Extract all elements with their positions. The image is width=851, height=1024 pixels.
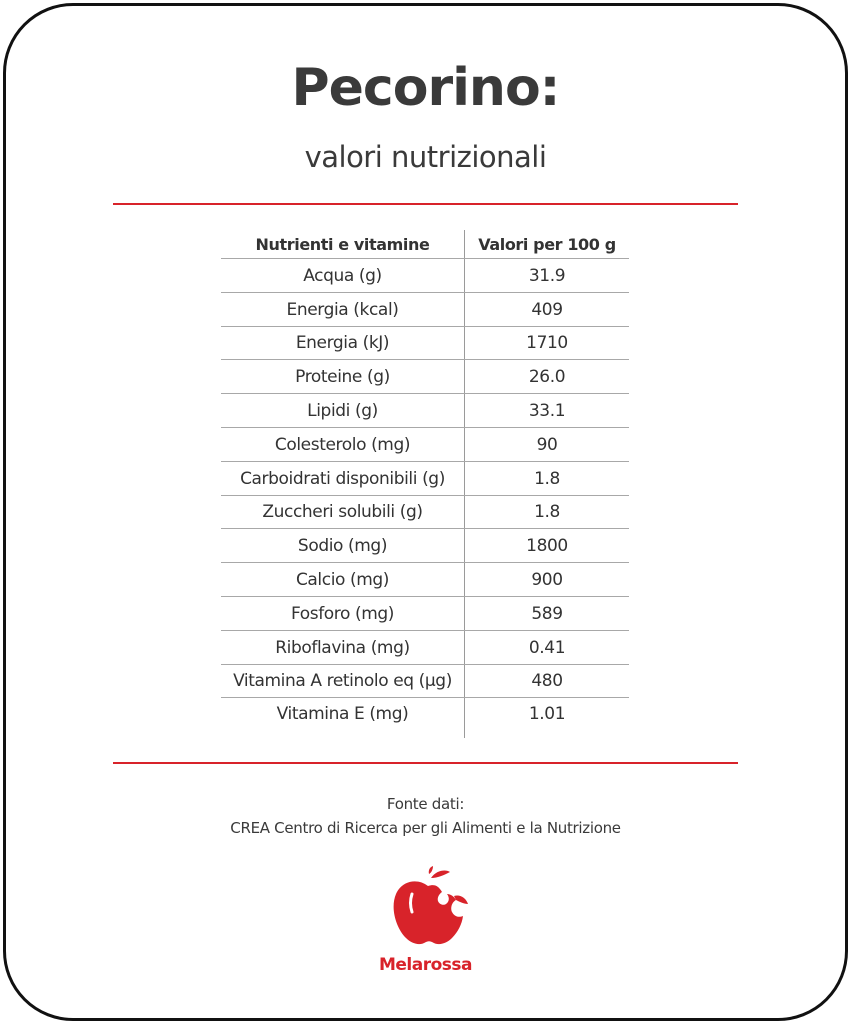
page-subtitle: valori nutrizionali [304, 140, 547, 174]
table-row [221, 360, 629, 394]
nutrient-name: Colesterolo (mg) [221, 428, 465, 462]
table-row [221, 428, 629, 462]
nutrient-value: 26.0 [528, 367, 566, 388]
table-row [221, 597, 629, 631]
brand-name: Melarossa [378, 955, 473, 975]
column-header-value: Valori per 100 g [478, 235, 616, 254]
nutrient-value: 31.9 [528, 265, 566, 286]
nutrient-name: Calcio (mg) [221, 563, 465, 597]
source-label: Fonte dati: [386, 795, 465, 813]
nutrition-table [221, 230, 629, 732]
nutrient-name: Lipidi (g) [221, 394, 465, 428]
table-row [221, 529, 629, 563]
table-row [221, 293, 629, 327]
table-header-row [221, 230, 629, 259]
column-header-nutrient: Nutrienti e vitamine [221, 230, 465, 259]
page-title: Pecorino: [291, 58, 560, 118]
nutrient-value: 90 [536, 434, 558, 455]
table-row [221, 631, 629, 665]
apple-icon [384, 866, 474, 948]
table-row [221, 496, 629, 530]
nutrient-value: 1710 [526, 333, 568, 354]
bottom-divider [113, 762, 738, 764]
nutrient-name: Acqua (g) [221, 259, 465, 293]
nutrient-name: Sodio (mg) [221, 529, 465, 563]
source-text: CREA Centro di Ricerca per gli Alimenti e la Nutrizione [230, 819, 621, 837]
nutrient-value: 0.41 [528, 637, 566, 658]
nutrient-name: Energia (kcal) [221, 293, 465, 327]
top-divider [113, 203, 738, 205]
nutrient-value: 1.01 [528, 704, 566, 725]
nutrient-name: Fosforo (mg) [221, 597, 465, 631]
nutrient-value: 1.8 [534, 468, 560, 489]
nutrient-name: Energia (kJ) [221, 327, 465, 361]
nutrient-value: 480 [531, 671, 563, 692]
table-row [221, 462, 629, 496]
nutrient-name: Zuccheri solubili (g) [221, 496, 465, 530]
nutrient-name: Riboflavina (mg) [221, 631, 465, 665]
nutrient-value: 900 [531, 570, 563, 591]
table-row [221, 698, 629, 732]
nutrient-value: 409 [531, 299, 563, 320]
nutrient-name: Vitamina A retinolo eq (µg) [221, 665, 465, 699]
table-row [221, 327, 629, 361]
nutrient-value: 589 [531, 603, 563, 624]
nutrient-value: 33.1 [528, 401, 566, 422]
nutrient-value: 1800 [526, 536, 568, 557]
table-row [221, 259, 629, 293]
table-row [221, 665, 629, 699]
nutrient-name: Carboidrati disponibili (g) [221, 462, 465, 496]
table-row [221, 563, 629, 597]
nutrient-name: Vitamina E (mg) [221, 698, 465, 738]
nutrient-value: 1.8 [534, 502, 560, 523]
nutrient-name: Proteine (g) [221, 360, 465, 394]
table-row [221, 394, 629, 428]
